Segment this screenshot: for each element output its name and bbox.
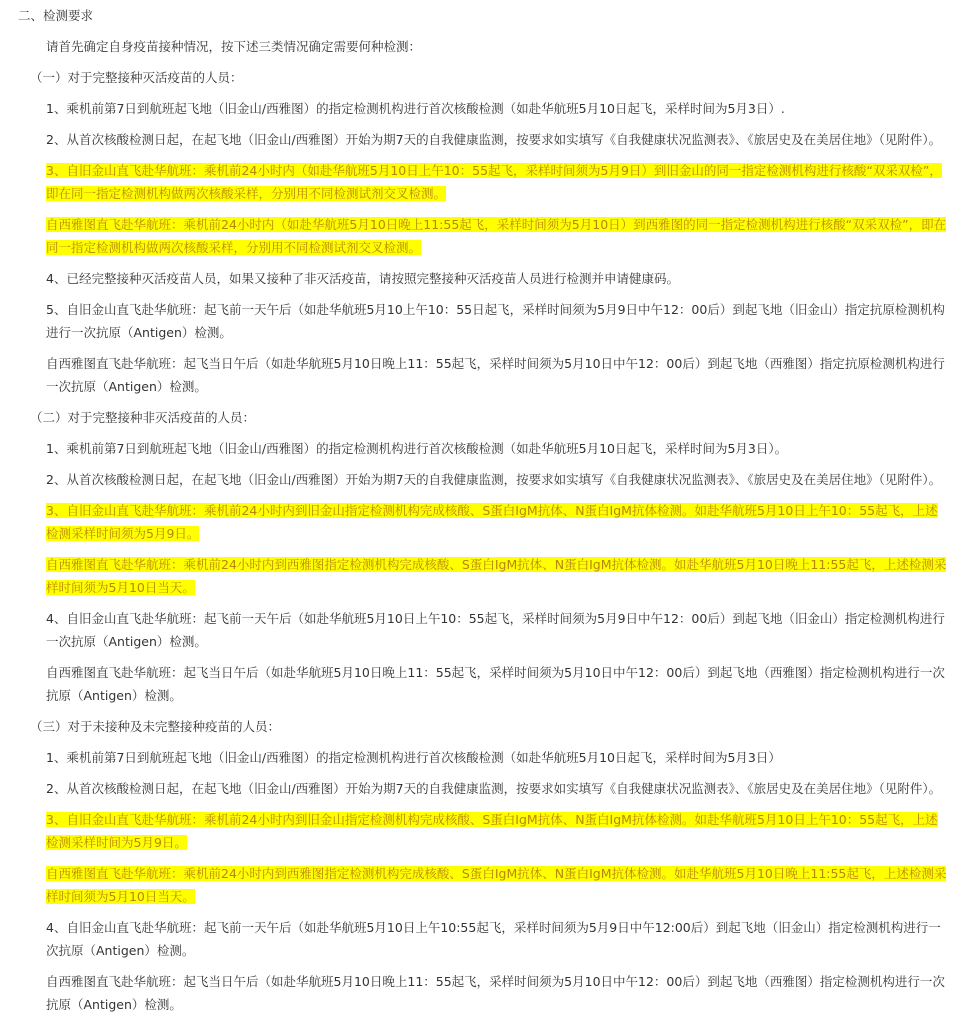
highlighted-item [18,159,948,205]
list-item [18,298,948,344]
item-text: 4、已经完整接种灭活疫苗人员，如果又接种了非灭活疫苗，请按照完整接种灭活疫苗人员进行检测并申请健康码。 [46,271,679,286]
item-text: 5、自旧金山直飞赴华航班：起飞前一天午后（如赴华航班5月10上午10：55日起飞，采样时间须为5月9日中午12：00后）到起飞地（旧金山）指定抗原检测机构进行一次抗原（Antigen）检测。 [46,302,945,340]
list-item [18,607,948,653]
item-text: 2、从首次核酸检测日起，在起飞地（旧金山/西雅图）开始为期7天的自我健康监测，按要求如实填写《自我健康状况监测表》、《旅居史及在美居住地》（见附件）。 [46,472,942,487]
item-text: 自西雅图直飞赴华航班：起飞当日午后（如赴华航班5月10日晚上11：55起飞，采样时间须为5月10日中午12：00后）到起飞地（西雅图）指定检测机构进行一次抗原（Antigen）检测。 [46,974,945,1012]
list-item [18,746,948,769]
list-item [18,777,948,800]
list-item [18,661,948,707]
item-text: 1、乘机前第7日到航班起飞地（旧金山/西雅图）的指定检测机构进行首次核酸检测（如赴华航班5月10日起飞，采样时间为5月3日）。 [46,441,788,456]
highlighted-item [18,213,948,259]
item-text: 1、乘机前第7日到航班起飞地（旧金山/西雅图）的指定检测机构进行首次核酸检测（如赴华航班5月10日起飞，采样时间为5月3日）. [46,101,785,116]
item-text: 自西雅图直飞赴华航班：乘机前24小时内（如赴华航班5月10日晚上11:55起飞，采样时间须为5月10日）到西雅图的同一指定检测机构进行核酸“双采双检”，即在同一指定检测机构做两次核酸采样，分别用不同检测试剂交叉检测。 [46,217,947,255]
list-item [18,970,948,1016]
item-text: 4、自旧金山直飞赴华航班：起飞前一天午后（如赴华航班5月10日上午10:55起飞，采样时间须为5月9日中午12:00后）到起飞地（旧金山）指定检测机构进行一次抗原（Antigen）检测。 [46,920,941,958]
list-item [18,97,948,120]
highlighted-item [18,862,948,908]
item-text: 2、从首次核酸检测日起，在起飞地（旧金山/西雅图）开始为期7天的自我健康监测，按要求如实填写《自我健康状况监测表》、《旅居史及在美居住地》（见附件）。 [46,132,942,147]
group-heading: （一）对于完整接种灭活疫苗的人员： [30,70,243,85]
highlighted-item [18,499,948,545]
item-text: 3、自旧金山直飞赴华航班：乘机前24小时内到旧金山指定检测机构完成核酸、S蛋白IgM抗体、N蛋白IgM抗体检测。如赴华航班5月10日上午10：55起飞，上述检测采样时间为5月9日。 [46,812,938,850]
list-item [18,128,948,151]
item-text: 自西雅图直飞赴华航班：起飞当日午后（如赴华航班5月10日晚上11：55起飞，采样时间须为5月10日中午12：00后）到起飞地（西雅图）指定抗原检测机构进行一次抗原（Antigen）检测。 [46,356,945,394]
section-title: 二、检测要求 [18,8,94,23]
highlighted-item [18,553,948,599]
list-item [18,352,948,398]
group-heading: （三）对于未接种及未完整接种疫苗的人员： [30,719,281,734]
highlighted-item [18,808,948,854]
intro-text: 请首先确定自身疫苗接种情况，按下述三类情况确定需要何种检测： [46,39,422,54]
item-text: 1、乘机前第7日到航班起飞地（旧金山/西雅图）的指定检测机构进行首次核酸检测（如赴华航班5月10日起飞，采样时间为5月3日） [46,750,781,765]
list-item [18,916,948,962]
list-item [18,267,948,290]
item-text: 2、从首次核酸检测日起，在起飞地（旧金山/西雅图）开始为期7天的自我健康监测，按要求如实填写《自我健康状况监测表》、《旅居史及在美居住地》（见附件）。 [46,781,942,796]
item-text: 3、自旧金山直飞赴华航班：乘机前24小时内（如赴华航班5月10日上午10：55起飞，采样时间须为5月9日）到旧金山的同一指定检测机构进行核酸“双采双检”，即在同一指定检测机构做两次核酸采样，分别用不同检测试剂交叉检测。 [46,163,942,201]
item-text: 4、自旧金山直飞赴华航班：起飞前一天午后（如赴华航班5月10日上午10：55起飞，采样时间须为5月9日中午12：00后）到起飞地（旧金山）指定检测机构进行一次抗原（Antigen）检测。 [46,611,945,649]
item-text: 自西雅图直飞赴华航班：乘机前24小时内到西雅图指定检测机构完成核酸、S蛋白IgM抗体、N蛋白IgM抗体检测。如赴华航班5月10日晚上11:55起飞，上述检测采样时间须为5月10日当天。 [46,557,947,595]
item-text: 3、自旧金山直飞赴华航班：乘机前24小时内到旧金山指定检测机构完成核酸、S蛋白IgM抗体、N蛋白IgM抗体检测。如赴华航班5月10日上午10：55起飞，上述检测采样时间须为5月9日。 [46,503,938,541]
item-text: 自西雅图直飞赴华航班：起飞当日午后（如赴华航班5月10日晚上11：55起飞，采样时间须为5月10日中午12：00后）到起飞地（西雅图）指定检测机构进行一次抗原（Antigen）检测。 [46,665,945,703]
list-item [18,468,948,491]
list-item [18,437,948,460]
item-text: 自西雅图直飞赴华航班：乘机前24小时内到西雅图指定检测机构完成核酸、S蛋白IgM抗体、N蛋白IgM抗体检测。如赴华航班5月10日晚上11:55起飞，上述检测采样时间须为5月10日当天。 [46,866,947,904]
group-heading: （二）对于完整接种非灭活疫苗的人员： [30,410,256,425]
